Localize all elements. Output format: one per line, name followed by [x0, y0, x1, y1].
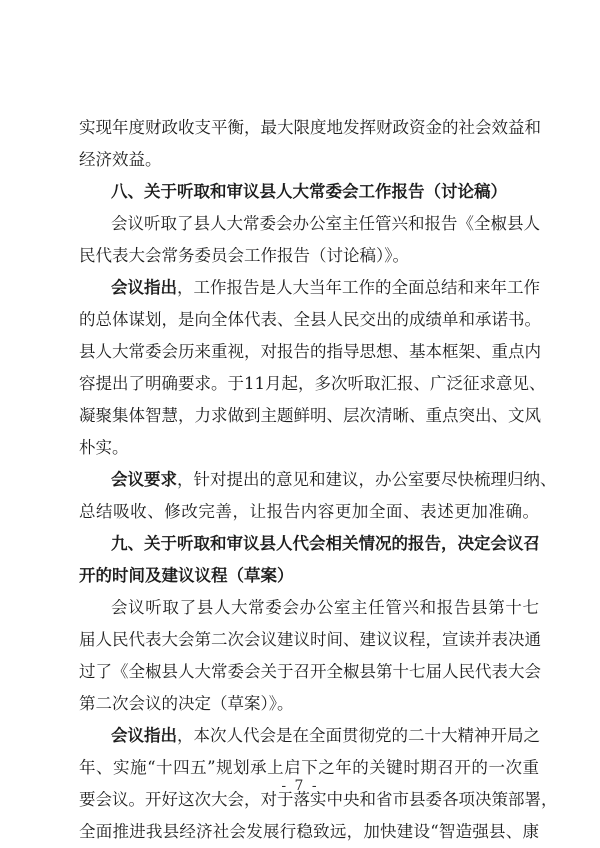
paragraph-line: 实现年度财政收支平衡，最大限度地发挥财政资金的社会效益和 [79, 118, 541, 137]
paragraph-line: 朴实。 [79, 438, 129, 457]
paragraph-line: 容提出了明确要求。于11月起，多次听取汇报、广泛征求意见、 [79, 374, 546, 393]
lead-rest: ，本次人代会是在全面贯彻党的二十大精神开局之 [177, 726, 540, 745]
paragraph-line: 年、实施“十四五”规划承上启下之年的关键时期召开的一次重 [79, 758, 539, 777]
paragraph-line: 届人民代表大会第二次会议建议时间、建议议程，宣读并表决通 [79, 630, 541, 649]
lead-rest: ，工作报告是人大当年工作的全面总结和来年工作 [177, 278, 540, 297]
paragraph-line: 会议听取了县人大常委会办公室主任管兴和报告《全椒县人 [111, 214, 540, 233]
paragraph-line: 全面推进我县经济社会发展行稳致远，加快建设“智造强县、康 [79, 822, 539, 841]
section-heading-8: 八、关于听取和审议县人大常委会工作报告（讨论稿） [111, 182, 507, 201]
paragraph-line: 民代表大会常务委员会工作报告（讨论稿）》。 [79, 246, 409, 265]
page-number: - 7 - [281, 778, 319, 794]
paragraph-line: 的总体谋划，是向全体代表、全县人民交出的成绩单和承诺书。 [79, 310, 541, 329]
paragraph-line: 县人大常委会历来重视，对报告的指导思想、基本框架、重点内 [79, 342, 541, 361]
paragraph-line: 经济效益。 [79, 150, 162, 169]
paragraph-line [111, 726, 539, 746]
lead-phrase: 会议要求 [111, 470, 177, 489]
paragraph-line: 要会议。开好这次大会，对于落实中央和省市县委各项决策部署， [79, 790, 558, 809]
paragraph-line: 第二次会议的决定（草案）》。 [79, 694, 294, 713]
section-heading-9: 九、关于听取和审议县人代会相关情况的报告，决定会议召 [111, 534, 540, 553]
section-heading-9-cont: 开的时间及建议议程（草案） [79, 566, 294, 585]
paragraph-line: 总结吸收、修改完善，让报告内容更加全面、表述更加准确。 [79, 502, 539, 521]
lead-phrase: 会议指出 [111, 278, 177, 297]
lead-rest: ，针对提出的意见和建议，办公室要尽快梳理归纳、 [177, 470, 557, 489]
paragraph-line: 凝聚集体智慧，力求做到主题鲜明、层次清晰、重点突出、文风 [79, 406, 541, 425]
paragraph-line [111, 470, 557, 490]
paragraph-line: 过了《全椒县人大常委会关于召开全椒县第十七届人民代表大会 [79, 662, 541, 681]
lead-phrase: 会议指出 [111, 726, 177, 745]
paragraph-line [111, 278, 539, 298]
paragraph-line: 会议听取了县人大常委会办公室主任管兴和报告县第十七 [111, 598, 539, 617]
